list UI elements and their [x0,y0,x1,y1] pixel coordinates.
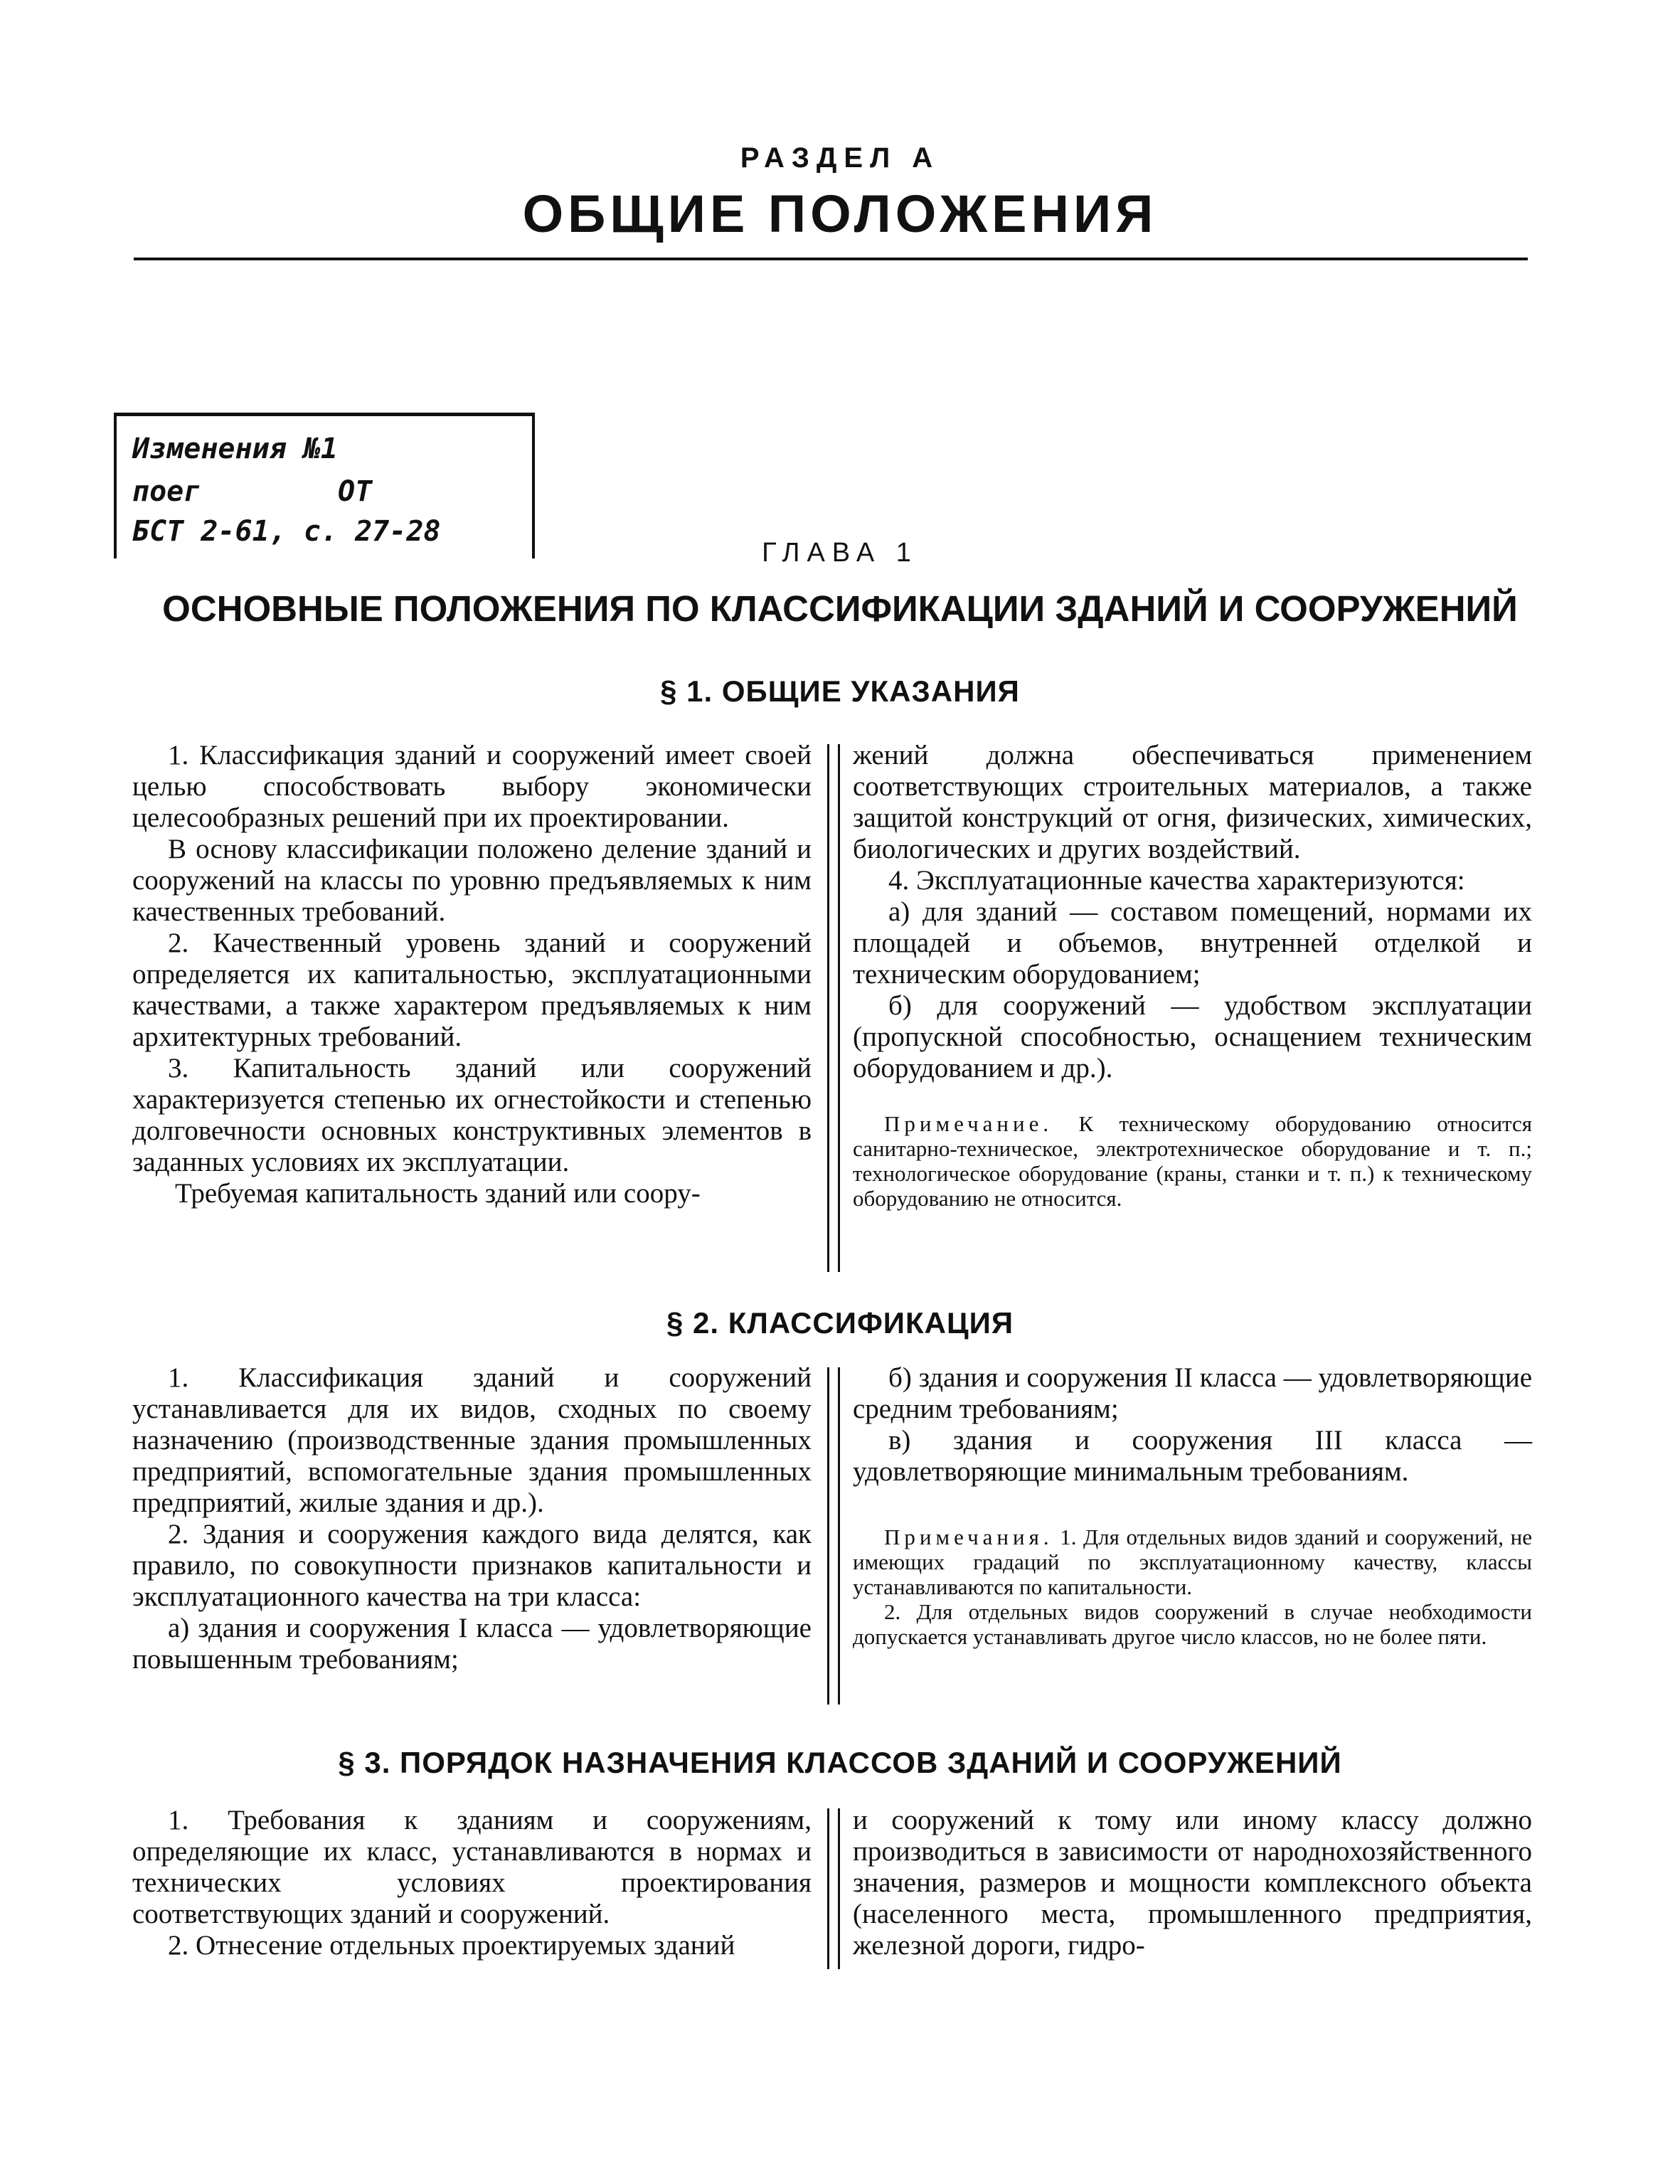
stamp-line-1: Изменения №1 [132,433,338,465]
part-title: ОБЩИЕ ПОЛОЖЕНИЯ [522,184,1158,243]
section-2-left-column [132,1362,812,1675]
note-label: Примечание. [884,1111,1053,1136]
section-1-left-column [132,740,812,1209]
paragraph: а) для зданий — составом помещений, нормами их площадей и объемов, внутренней отделкой и техническим оборудованием; [853,896,1532,990]
section-heading-3: § 3. ПОРЯДОК НАЗНАЧЕНИЯ КЛАССОВ ЗДАНИЙ И СООРУЖЕНИЙ [338,1746,1342,1779]
paragraph: б) для сооружений — удобством эксплуатации (пропускной способностью, оснащением техническим оборудованием и др.). [853,990,1532,1083]
note-label: Примечания. [884,1525,1053,1549]
paragraph: 1. Классификация зданий и сооружений имеет своей целью способствовать выбору экономически целесообразных решений при их проектировании. [132,740,812,833]
paragraph: жений должна обеспечиваться применением соответствующих строительных материалов, а также защитой конструкций от огня, физических, химических, биологических и других воздействий. [853,740,1532,864]
section-heading-1: § 1. ОБЩИЕ УКАЗАНИЯ [660,674,1020,708]
section-heading-2: § 2. КЛАССИФИКАЦИЯ [666,1306,1014,1340]
paragraph: 2. Качественный уровень зданий и сооружений определяется их капитальностью, эксплуатационными качествами, а также характером предъявляемых к ним архитектурных требований. [132,928,812,1052]
paragraph: в) здания и сооружения III класса — удовлетворяющие минимальным требованиям. [853,1425,1532,1487]
paragraph: а) здания и сооружения I класса — удовлетворяющие повышенным требованиям; [132,1613,812,1675]
paragraph: 1. Требования к зданиям и сооружениям, определяющие их класс, устанавливаются в нормах и технических условиях проектирования соответствующих зданий и сооружений. [132,1805,812,1929]
paragraph: Требуемая капитальность зданий или соору- [175,1178,701,1209]
paragraph: 4. Эксплуатационные качества характеризуются: [888,865,1465,896]
paragraph: 2. Отнесение отдельных проектируемых зданий [168,1930,735,1961]
paragraph: 3. Капитальность зданий или сооружений характеризуется степенью их огнестойкости и степенью долговечности основных конструктивных элементов в заданных условиях их эксплуатации. [132,1053,812,1177]
section-3-right-column [853,1805,1532,1961]
paragraph: 2. Здания и сооружения каждого вида делятся, как правило, по совокупности признаков капитальности и эксплуатационного качества на три класса: [132,1519,812,1612]
header-rule [134,258,1528,260]
paragraph: 1. Классификация зданий и сооружений устанавливается для их видов, сходных по своему назначению (производственные здания промышленных предприятий, вспомогательные здания промышленных предприятий, жилые здания и др.). [132,1362,812,1518]
note-text: 1. Для отдельных видов зданий и сооружений, не имеющих градаций по эксплуатационному качеству, классы устанавливаются по капитальности. [853,1525,1532,1599]
note-text: 2. Для отдельных видов сооружений в случае необходимости допускается устанавливать другое число классов, но не более пяти. [853,1599,1532,1649]
part-label: РАЗДЕЛ А [740,142,940,174]
note [853,1111,1532,1211]
stamp-line-3: БСТ 2-61, с. 27-28 [132,515,441,548]
column-divider [827,1367,840,1705]
chapter-title: ОСНОВНЫЕ ПОЛОЖЕНИЯ ПО КЛАССИФИКАЦИИ ЗДАНИЙ И СООРУЖЕНИЙ [162,588,1518,629]
column-divider [827,1808,840,1969]
note-text: К техническому оборудованию относится санитарно-техническое, электротехническое оборудование и т. п.; технологическое оборудование (краны, станки и т. п.) к техническому оборудованию не относится. [853,1111,1532,1211]
paragraph: б) здания и сооружения II класса — удовлетворяющие средним требованиям; [853,1362,1532,1424]
section-3-left-column [132,1805,812,1961]
paragraph: В основу классификации положено деление зданий и сооружений на классы по уровню предъявляемых к ним качественных требований. [132,834,812,927]
column-divider [827,744,840,1272]
chapter-label: ГЛАВА 1 [762,538,918,568]
paragraph: и сооружений к тому или иному классу должно производиться в зависимости от народнохозяйственного значения, размеров и мощности комплексного объекта (населенного места, промышленного предприятия, железной дороги, гидро- [853,1805,1532,1961]
note [853,1525,1532,1599]
section-2-right-column [853,1362,1532,1649]
note [853,1599,1532,1649]
stamp-line-2: поег ОТ [132,475,373,508]
section-1-right-column [853,740,1532,1211]
